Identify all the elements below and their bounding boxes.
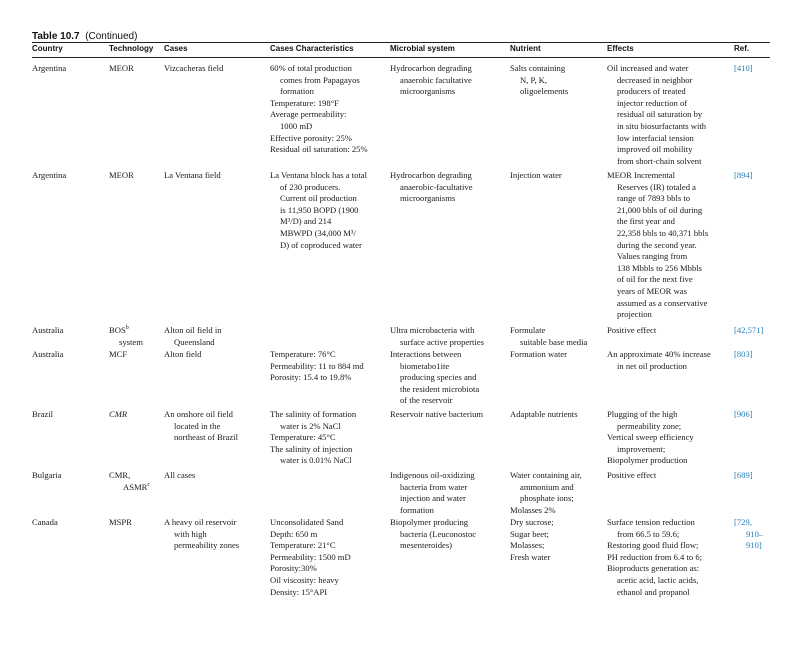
- cell-microbial: Hydrocarbon degrading anaerobic facultative microorganisms: [390, 63, 472, 97]
- table-label: Table 10.7: [32, 31, 80, 42]
- cell-nutrient: Salts containing N, P, K, oligoelements: [510, 63, 569, 97]
- cell-effects: Surface tension reduction from 66.5 to 59.6; Restoring good fluid flow; PH reduction from 6.4 to 6; Bioproducts generation as: acetic acid, lactic acids, ethanol and propanol: [607, 517, 702, 597]
- cell-characteristics: La Ventana block has a total of 230 producers. Current oil production is 11,950 BOPD (1900 M³/D) and 214 MBWPD (34,000 M³/ D) of coproduced water: [270, 170, 367, 250]
- cell-cases: All cases: [164, 470, 196, 480]
- header-country: Country: [32, 44, 63, 53]
- table-title: [32, 31, 137, 42]
- header-technology: Technology: [109, 44, 154, 53]
- cell-effects: Oil increased and water decreased in neighbor producers of treated injector reduction of residual oil saturation by in situ biosurfactants with low interfacial tension improved oil mobility from short-chain solvent: [607, 63, 707, 166]
- cell-effects: MEOR Incremental Reserves (IR) totaled a range of 7893 bbls to 21,000 bbls of oil during the first year and 22,358 bbls to 40,371 bbls during the second year. Values ranging from 138 Mbbls to 256 Mbbls of oil for the next five years of MEOR was assumed as a conservative projection: [607, 170, 709, 320]
- header-cases: Cases: [164, 44, 188, 53]
- cell-microbial: Ultra microbacteria with surface active properties: [390, 325, 484, 347]
- cell-microbial: Hydrocarbon degrading anaerobic-facultative microorganisms: [390, 170, 473, 204]
- cell-country: Canada: [32, 517, 58, 527]
- cell-nutrient: Adaptable nutrients: [510, 409, 578, 419]
- cell-characteristics: Temperature: 76°C Permeability: 11 to 884 md Porosity: 15.4 to 19.8%: [270, 349, 364, 383]
- cell-country: Australia: [32, 325, 64, 335]
- cell-nutrient: Water containing air, ammonium and phosphate ions; Molasses 2%: [510, 470, 582, 515]
- cell-technology: MEOR: [109, 170, 134, 180]
- cell-cases: A heavy oil reservoir with high permeability zones: [164, 517, 240, 551]
- cell-cases: An onshore oil field located in the northeast of Brazil: [164, 409, 238, 443]
- cell-microbial: Reservoir native bacterium: [390, 409, 484, 419]
- cell-country: Bulgaria: [32, 470, 62, 480]
- cell-ref-link[interactable]: [894]: [734, 170, 753, 180]
- cell-country: Australia: [32, 349, 64, 359]
- cell-microbial: Biopolymer producing bacteria (Leuconostoc mesenteroides): [390, 517, 477, 551]
- cell-country: Argentina: [32, 170, 67, 180]
- cell-ref-link[interactable]: [42,571]: [734, 325, 764, 335]
- header-nutrient: Nutrient: [510, 44, 541, 53]
- cell-nutrient: Formulate suitable base media: [510, 325, 588, 347]
- cell-cases: Vizcacheras field: [164, 63, 224, 73]
- cell-effects: Positive effect: [607, 325, 657, 335]
- table-suffix: (Continued): [85, 31, 138, 42]
- cell-technology: MEOR: [109, 63, 134, 73]
- cell-ref-link[interactable]: [803]: [734, 349, 753, 359]
- header-ref: Ref.: [734, 44, 750, 53]
- cell-cases: La Ventana field: [164, 170, 221, 180]
- cell-cases: Alton oil field in Queensland: [164, 325, 222, 347]
- cell-country: Brazil: [32, 409, 53, 419]
- cell-nutrient: Dry sucrose; Sugar beet; Molasses; Fresh water: [510, 517, 554, 562]
- cell-technology: CMR: [109, 409, 128, 419]
- cell-cases: Alton field: [164, 349, 202, 359]
- cell-technology: CMR, ASMR$^c$: [109, 470, 151, 492]
- header-microbial: Microbial system: [390, 44, 455, 53]
- cell-nutrient: Injection water: [510, 170, 562, 180]
- header-characteristics: Cases Characteristics: [270, 44, 354, 53]
- cell-nutrient: Formation water: [510, 349, 568, 359]
- cell-ref-link[interactable]: [689]: [734, 470, 753, 480]
- cell-microbial: Indigenous oil-oxidizing bacteria from water injection and water formation: [390, 470, 475, 515]
- cell-technology: BOS$^b$ system: [109, 325, 143, 347]
- cell-ref-link[interactable]: [906]: [734, 409, 753, 419]
- cell-characteristics: Unconsolidated Sand Depth: 650 m Temperature: 21°C Permeability: 1500 mD Porosity:30% Oil viscosity: heavy Density: 15°API: [270, 517, 351, 597]
- cell-effects: Plugging of the high permeability zone; Vertical sweep efficiency improvement; Biopolymer production: [607, 409, 694, 466]
- cell-technology: MCF: [109, 349, 128, 359]
- cell-ref-link[interactable]: [729, 910– 910]: [734, 517, 764, 551]
- header-top-rule: [32, 42, 770, 43]
- header-effects: Effects: [607, 44, 634, 53]
- header-bottom-rule: [32, 57, 770, 58]
- cell-effects: Positive effect: [607, 470, 657, 480]
- cell-effects: An approximate 40% increase in net oil production: [607, 349, 711, 371]
- cell-ref-link[interactable]: [410]: [734, 63, 753, 73]
- cell-characteristics: 60% of total production comes from Papagayos formation Temperature: 198°F Average permeability: 1000 mD Effective porosity: 25% Residual oil saturation: 25%: [270, 63, 368, 155]
- cell-country: Argentina: [32, 63, 67, 73]
- cell-characteristics: The salinity of formation water is 2% NaCl Temperature: 45°C The salinity of injection water is 0.01% NaCl: [270, 409, 357, 466]
- cell-microbial: Interactions between biometabo1ite producing species and the resident microbiota of the reservoir: [390, 349, 480, 406]
- cell-technology: MSPR: [109, 517, 132, 527]
